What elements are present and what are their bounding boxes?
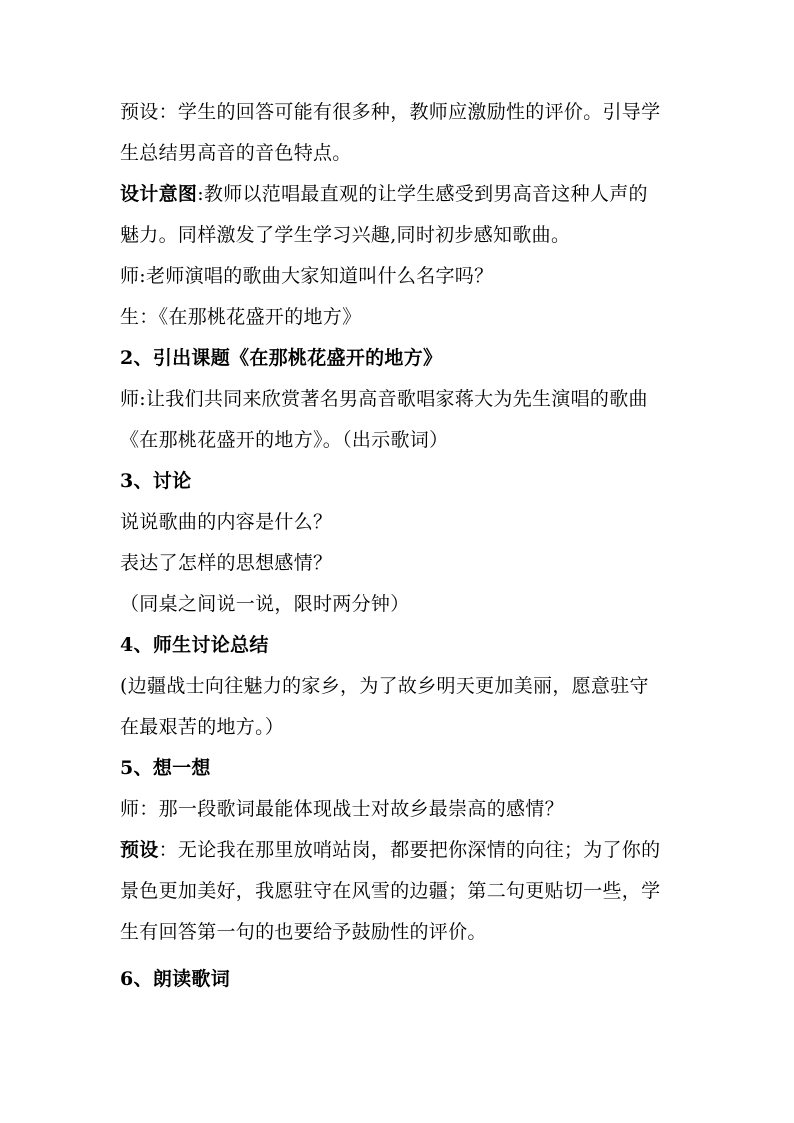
paragraph-line: 生有回答第一句的也要给予鼓励性的评价。 [120, 921, 487, 943]
section-heading: 4、师生讨论总结 [120, 634, 269, 656]
paragraph-line: (边疆战士向往魅力的家乡，为了故乡明天更加美丽，愿意驻守 [120, 675, 649, 697]
section-heading: 5、想一想 [120, 757, 211, 779]
paragraph-line: 生：《在那桃花盛开的地方》 [120, 306, 362, 328]
paragraph-line: 师:老师演唱的歌曲大家知道叫什么名字吗？ [120, 265, 494, 287]
document-page [120, 92, 680, 1000]
paragraph-line [120, 830, 680, 871]
paragraph-line: （同桌之间说一说，限时两分钟） [120, 593, 410, 615]
paragraph-line: 预设：学生的回答可能有很多种，教师应激励性的评价。引导学 [120, 101, 661, 123]
paragraph-text: ：无论我在那里放哨站岗，都要把你深情的向往；为了你的 [158, 839, 661, 861]
section-heading: 3、讨论 [120, 470, 192, 492]
paragraph-line [120, 174, 680, 215]
paragraph-line: 表达了怎样的思想感情？ [120, 552, 333, 574]
paragraph-text: :教师以范唱最直观的让学生感受到男高音这种人声的 [197, 183, 648, 205]
section-heading: 6、朗读歌词 [120, 968, 231, 990]
paragraph-line: 景色更加美好，我愿驻守在风雪的边疆；第二句更贴切一些，学 [120, 880, 661, 902]
section-heading: 2、引出课题《在那桃花盛开的地方》 [120, 347, 443, 369]
paragraph-line: 在最艰苦的地方。） [120, 716, 285, 738]
paragraph-line: 说说歌曲的内容是什么？ [120, 511, 333, 533]
paragraph-line: 师：那一段歌词最能体现战士对故乡最崇高的感情？ [120, 798, 564, 820]
paragraph-line: 魅力。同样激发了学生学习兴趣,同时初步感知歌曲。 [120, 224, 571, 246]
inline-label: 预设 [120, 839, 159, 861]
paragraph-line: 《在那桃花盛开的地方》。（出示歌词） [120, 429, 449, 451]
paragraph-line: 生总结男高音的音色特点。 [120, 142, 352, 164]
paragraph-line: 师:让我们共同来欣赏著名男高音歌唱家蒋大为先生演唱的歌曲 [120, 388, 648, 410]
inline-label: 设计意图 [120, 183, 198, 205]
